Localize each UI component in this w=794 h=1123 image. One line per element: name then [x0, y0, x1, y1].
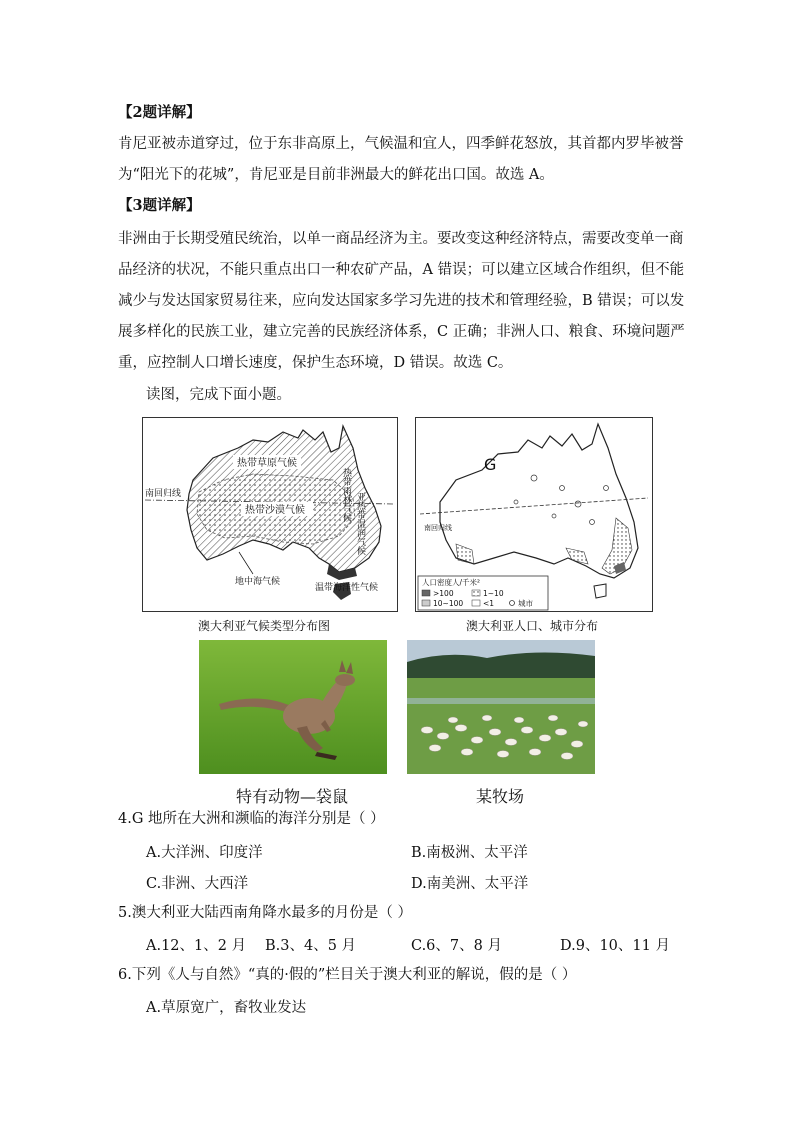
kangaroo-image	[199, 640, 387, 774]
q5-option-a[interactable]: A.12、1、2 月	[146, 938, 247, 954]
q4-option-c[interactable]: C.非洲、大西洋	[146, 876, 249, 892]
climate-savanna-label: 热带草原气候	[237, 458, 297, 469]
q3-header: 【3题详解】	[118, 197, 201, 214]
q6-option-a[interactable]: A.草原宽广，畜牧业发达	[146, 1000, 307, 1016]
legend-item-4: <1	[483, 599, 495, 608]
population-map	[415, 417, 653, 612]
climate-desert-label: 热带沙漠气候	[245, 505, 305, 516]
q5-option-d[interactable]: D.9、10、11 月	[560, 938, 670, 954]
population-map-caption: 澳大利亚人口、城市分布	[466, 619, 599, 633]
q3-line-4: 展多样化的民族工业，建立完善的民族经济体系，C 正确；非洲人口、粮食、环境问题严	[118, 324, 685, 340]
climate-mediterranean-label: 地中海气候	[235, 577, 281, 587]
legend-item-2: 1~10	[483, 589, 504, 598]
population-g-label: G	[484, 455, 497, 474]
q3-line-5: 重，应控制人口增长速度，保护生态环境，D 错误。故选 C。	[118, 355, 513, 371]
legend-item-1: >100	[433, 589, 454, 598]
q5-stem: 5.澳大利亚大陆西南角降水最多的月份是（ ）	[118, 905, 412, 921]
climate-map	[142, 417, 398, 612]
climate-tropic-label: 南回归线	[145, 489, 182, 499]
q2-line-1: 肯尼亚被赤道穿过，位于东非高原上，气候温和宜人，四季鲜花怒放，其首都内罗毕被誉	[118, 136, 684, 152]
q4-option-a[interactable]: A.大洋洲、印度洋	[146, 845, 263, 861]
pasture-photo	[407, 640, 595, 774]
q3-line-1: 非洲由于长期受殖民统治，以单一商品经济为主。要改变这种经济特点，需要改变单一商	[118, 231, 684, 247]
population-tropic-label: 南回归线	[424, 524, 452, 532]
legend-title: 人口密度人/千米²	[422, 578, 481, 587]
q3-line-2: 品经济的状况，不能只重点出口一种农矿产品，A 错误；可以建立区域合作组织，但不能	[118, 262, 685, 278]
q5-option-b[interactable]: B.3、4、5 月	[265, 938, 357, 954]
intro-text: 读图，完成下面小题。	[146, 387, 291, 403]
q3-line-3: 减少与发达国家贸易往来，应向发达国家多学习先进的技术和管理经验，B 错误；可以发	[118, 293, 685, 309]
population-map-drawing	[416, 418, 652, 611]
legend-item-3: 10~100	[433, 599, 464, 608]
pasture-image	[407, 640, 595, 774]
q2-header: 【2题详解】	[118, 104, 201, 121]
climate-humid-label: 亚热带湿润气候	[355, 492, 365, 555]
q6-stem: 6.下列《人与自然》“真的·假的”栏目关于澳大利亚的解说，假的是（ ）	[118, 967, 577, 983]
climate-map-caption: 澳大利亚气候类型分布图	[198, 619, 331, 633]
q4-option-d[interactable]: D.南美洲、太平洋	[411, 876, 529, 892]
climate-rainforest-label: 热带雨林气候	[341, 468, 351, 522]
q4-stem: 4.G 地所在大洲和濒临的海洋分别是（ ）	[118, 811, 385, 827]
pasture-caption: 某牧场	[476, 787, 525, 806]
climate-oceanic-label: 温带海洋性气候	[315, 583, 379, 593]
kangaroo-caption: 特有动物—袋鼠	[236, 787, 349, 806]
climate-map-drawing	[143, 418, 397, 611]
q5-option-c[interactable]: C.6、7、8 月	[411, 938, 502, 954]
legend-item-5: 城市	[518, 599, 533, 608]
q2-line-2: 为“阳光下的花城”，肯尼亚是目前非洲最大的鲜花出口国。故选 A。	[118, 167, 554, 183]
kangaroo-photo	[199, 640, 387, 774]
q4-option-b[interactable]: B.南极洲、太平洋	[411, 845, 528, 861]
